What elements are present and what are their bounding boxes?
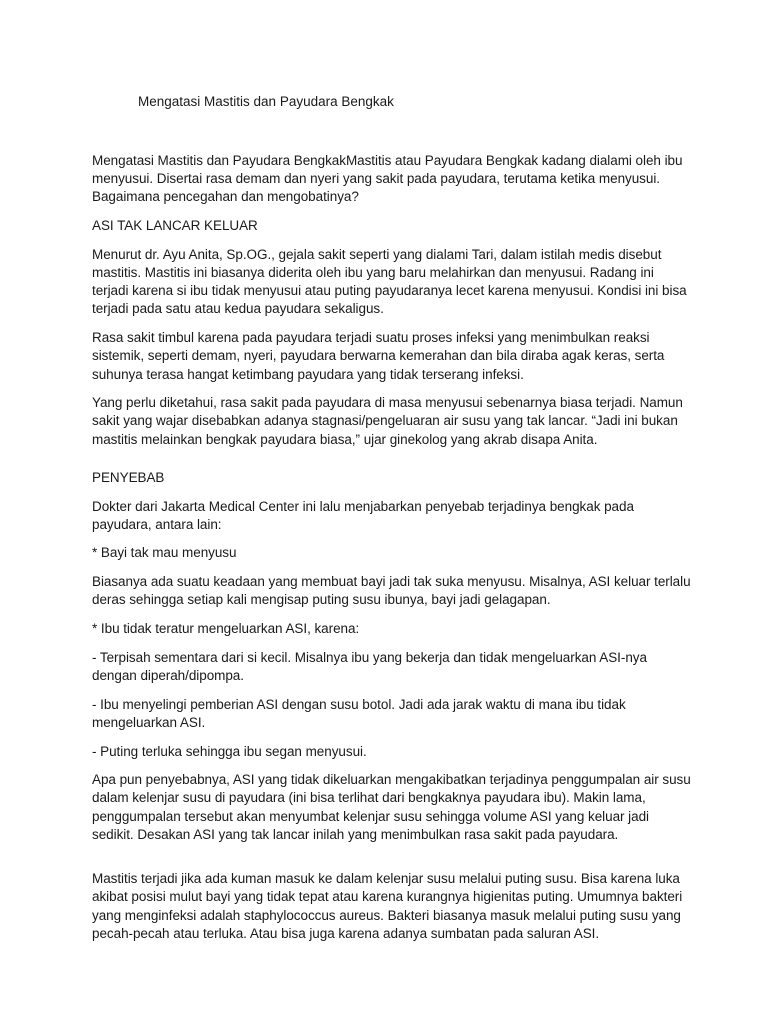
paragraph-mastitis-terjadi: Mastitis terjadi jika ada kuman masuk ke dalam kelenjar susu melalui puting susu. Bisa karena luka akibat posisi mulut bayi yang tidak tepat atau karena kurangnya higienitas puting. Umumnya bakteri yang menginfeksi adalah staphylococcus aureus. Bakteri biasanya masuk melalui puting susu yang pecah-pecah atau terluka. Atau bisa juga karena adanya sumbatan pada saluran ASI. — [92, 871, 683, 941]
paragraph-dokter: Dokter dari Jakarta Medical Center ini lalu menjabarkan penyebab terjadinya bengkak pada payudara, antara lain: — [92, 498, 634, 532]
list-item-bayi: * Bayi tak mau menyusu — [92, 545, 237, 561]
paragraph-biasanya: Biasanya ada suatu keadaan yang membuat bayi jadi tak suka menyusu. Misalnya, ASI keluar terlalu deras sehingga setiap kali mengisap puting susu ibunya, bayi jadi gelagapan. — [92, 574, 691, 608]
document-body — [92, 152, 692, 953]
paragraph-intro: Mengatasi Mastitis dan Payudara BengkakMastitis atau Payudara Bengkak kadang dialami oleh ibu menyusui. Disertai rasa demam dan nyeri yang sakit pada payudara, terutama ketika menyusui. Bagaimana pencegahan dan mengobatinya? — [92, 153, 683, 205]
section-heading-penyebab: PENYEBAB — [92, 469, 165, 485]
paragraph-rasa-sakit: Rasa sakit timbul karena pada payudara terjadi suatu proses infeksi yang menimbulkan reaksi sistemik, seperti demam, nyeri, payudara berwarna kemerahan dan bila diraba agak keras, serta suhunya terasa hangat ketimbang payudara yang tidak terserang infeksi. — [92, 330, 665, 382]
list-item-ibu: * Ibu tidak teratur mengeluarkan ASI, karena: — [92, 621, 360, 637]
paragraph-apa-pun: Apa pun penyebabnya, ASI yang tidak dikeluarkan mengakibatkan terjadinya penggumpalan air susu dalam kelenjar susu di payudara (ini bisa terlihat dari bengkaknya payudara ibu). Makin lama, penggumpalan tersebut akan menyumbat kelenjar susu sehingga volume ASI yang keluar jadi sedikit. Desakan ASI yang tak lancar inilah yang menimbulkan rasa sakit pada payudara. — [92, 772, 691, 842]
list-item-puting: - Puting terluka sehingga ibu segan menyusui. — [92, 743, 367, 759]
list-item-terpisah: - Terpisah sementara dari si kecil. Misalnya ibu yang bekerja dan tidak mengeluarkan ASI-nya dengan diperah/dipompa. — [92, 649, 647, 683]
paragraph-menurut: Menurut dr. Ayu Anita, Sp.OG., gejala sakit seperti yang dialami Tari, dalam istilah medis disebut mastitis. Mastitis ini biasanya diderita oleh ibu yang baru melahirkan dan menyusui. Radang ini terjadi karena si ibu tidak menyusui atau puting payudaranya lecet karena menyusui. Kondisi ini bisa terjadi pada satu atau kedua payudara sekaligus. — [92, 246, 687, 317]
list-item-menyelingi: - Ibu menyelingi pemberian ASI dengan susu botol. Jadi ada jarak waktu di mana ibu tidak mengeluarkan ASI. — [92, 696, 626, 730]
document-title: Mengatasi Mastitis dan Payudara Bengkak — [138, 94, 394, 109]
section-heading-asi: ASI TAK LANCAR KELUAR — [92, 218, 258, 234]
paragraph-yang-perlu: Yang perlu diketahui, rasa sakit pada payudara di masa menyusui sebenarnya biasa terjadi. Namun sakit yang wajar disebabkan adanya stagnasi/pengeluaran air susu yang tak lancar. “Jadi ini bukan mastitis melainkan bengkak payudara biasa,” ujar ginekolog yang akrab disapa Anita. — [92, 395, 683, 447]
